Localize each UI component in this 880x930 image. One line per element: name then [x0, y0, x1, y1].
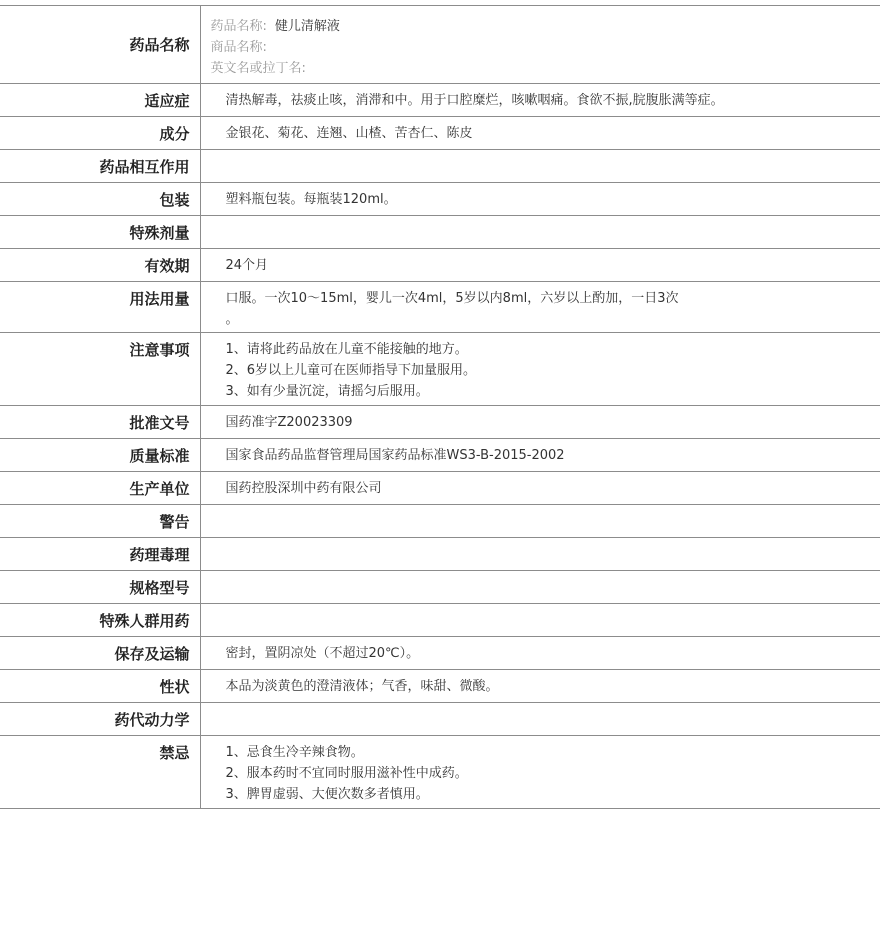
row-cautions — [0, 333, 880, 406]
trade-name-key: 商品名称: — [210, 40, 267, 55]
row-manufacturer — [0, 472, 880, 505]
row-label-packaging: 包装 — [0, 183, 200, 216]
row-indications — [0, 84, 880, 117]
row-ingredients — [0, 117, 880, 150]
row-value-pharmacology — [200, 538, 880, 571]
row-label-pharmacokinetics: 药代动力学 — [0, 703, 200, 736]
row-packaging — [0, 183, 880, 216]
row-standard — [0, 439, 880, 472]
row-value-interactions — [200, 150, 880, 183]
row-label-contraindications: 禁忌 — [0, 736, 200, 809]
row-label-interactions: 药品相互作用 — [0, 150, 200, 183]
contraindication-item: 3、脾胃虚弱、大便次数多者慎用。 — [225, 787, 429, 802]
row-value-special-dosage — [200, 216, 880, 249]
contraindication-item: 2、服本药时不宜同时服用滋补性中成药。 — [225, 766, 468, 781]
row-contraindications — [0, 736, 880, 809]
row-special-dosage — [0, 216, 880, 249]
row-label-manufacturer: 生产单位 — [0, 472, 200, 505]
row-value-standard: 国家食品药品监督管理局国家药品标准WS3-B-2015-2002 — [225, 448, 565, 463]
row-label-special-groups: 特殊人群用药 — [0, 604, 200, 637]
row-warning — [0, 505, 880, 538]
row-names — [0, 6, 880, 84]
generic-name-value: 健儿清解液 — [274, 19, 340, 34]
row-value-pharmacokinetics — [200, 703, 880, 736]
row-validity — [0, 249, 880, 282]
contraindication-item: 1、忌食生冷辛辣食物。 — [225, 745, 364, 760]
row-specification — [0, 571, 880, 604]
row-value-ingredients: 金银花、菊花、连翘、山楂、苦杏仁、陈皮 — [225, 126, 473, 141]
row-label-special-dosage: 特殊剂量 — [0, 216, 200, 249]
drug-info-sheet — [0, 5, 880, 809]
row-label-approval: 批准文号 — [0, 406, 200, 439]
dosage-line: 口服。一次10～15ml，婴儿一次4ml，5岁以内8ml，六岁以上酌加，一日3次 — [225, 291, 679, 306]
row-label-validity: 有效期 — [0, 249, 200, 282]
latin-name-key: 英文名或拉丁名: — [210, 61, 306, 76]
row-approval — [0, 406, 880, 439]
caution-item: 3、如有少量沉淀，请摇匀后服用。 — [225, 384, 429, 399]
row-pharmacokinetics — [0, 703, 880, 736]
row-pharmacology — [0, 538, 880, 571]
latin-name-line — [211, 58, 880, 79]
row-label-names: 药品名称 — [0, 6, 200, 84]
row-label-specification: 规格型号 — [0, 571, 200, 604]
row-value-cautions — [200, 333, 880, 406]
row-label-cautions: 注意事项 — [0, 333, 200, 406]
row-appearance — [0, 670, 880, 703]
row-value-specification — [200, 571, 880, 604]
generic-name-key: 药品名称: — [210, 19, 267, 34]
row-value-approval: 国药准字Z20023309 — [225, 415, 353, 430]
row-label-indications: 适应症 — [0, 84, 200, 117]
row-value-contraindications — [200, 736, 880, 809]
row-label-standard: 质量标准 — [0, 439, 200, 472]
row-value-manufacturer: 国药控股深圳中药有限公司 — [225, 481, 382, 496]
caution-item: 1、请将此药品放在儿童不能接触的地方。 — [225, 342, 468, 357]
row-interactions — [0, 150, 880, 183]
row-value-warning — [200, 505, 880, 538]
row-label-dosage: 用法用量 — [0, 282, 200, 333]
row-special-groups — [0, 604, 880, 637]
row-value-packaging: 塑料瓶包装。每瓶装120ml。 — [225, 192, 397, 207]
row-label-ingredients: 成分 — [0, 117, 200, 150]
drug-spec-table — [0, 5, 880, 809]
row-storage — [0, 637, 880, 670]
row-value-special-groups — [200, 604, 880, 637]
row-value-appearance: 本品为淡黄色的澄清液体；气香，味甜、微酸。 — [225, 679, 499, 694]
names-cell — [200, 6, 880, 84]
row-value-storage: 密封，置阴凉处（不超过20℃）。 — [225, 646, 420, 661]
row-label-warning: 警告 — [0, 505, 200, 538]
row-value-validity: 24个月 — [225, 258, 269, 273]
dosage-line: 。 — [225, 312, 239, 327]
row-label-pharmacology: 药理毒理 — [0, 538, 200, 571]
row-label-storage: 保存及运输 — [0, 637, 200, 670]
trade-name-line — [211, 37, 880, 58]
generic-name-line — [211, 16, 880, 37]
row-value-indications: 清热解毒，祛痰止咳，消滞和中。用于口腔糜烂，咳嗽咽痛。食欲不振,脘腹胀满等症。 — [225, 93, 724, 108]
caution-item: 2、6岁以上儿童可在医师指导下加量服用。 — [225, 363, 477, 378]
row-label-appearance: 性状 — [0, 670, 200, 703]
row-dosage — [0, 282, 880, 333]
row-value-dosage — [200, 282, 880, 333]
